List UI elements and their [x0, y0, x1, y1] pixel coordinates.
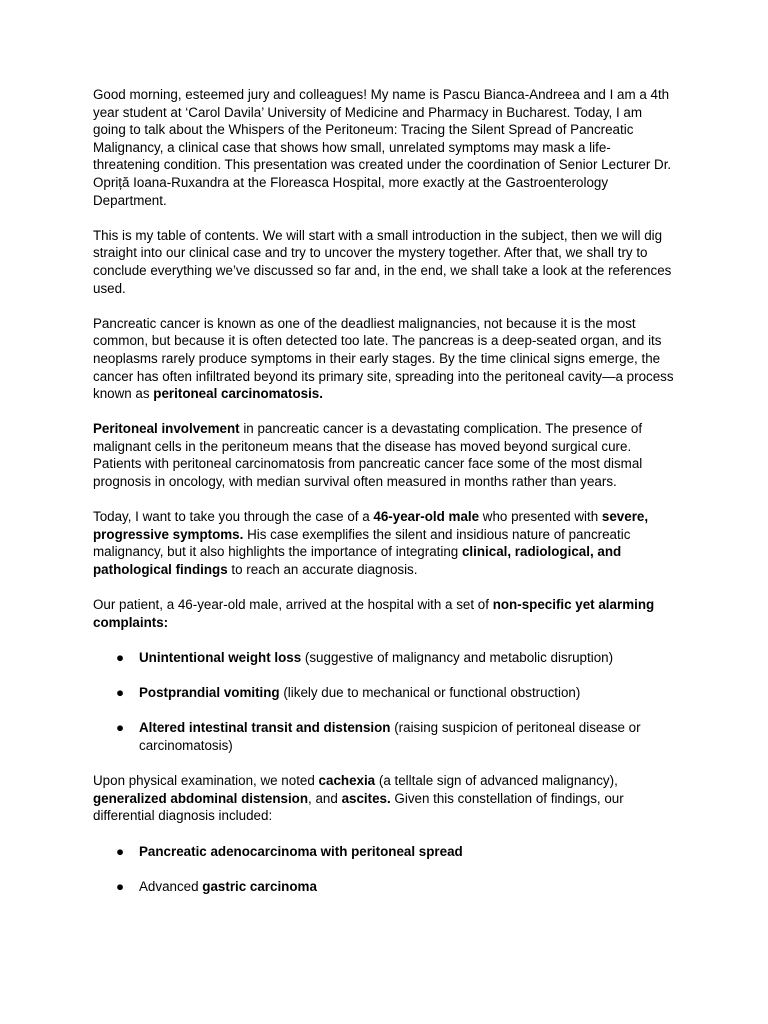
bullet-icon: ●: [116, 843, 125, 859]
symptom-bold: Altered intestinal transit and distension: [139, 720, 391, 736]
differential-diagnosis-list: [93, 843, 676, 896]
patient-complaints-bold: non-specific yet alarming complaints:: [93, 597, 655, 630]
case-intro-text-2: who presented with: [479, 509, 602, 525]
peritoneal-involvement-paragraph: [93, 420, 676, 490]
physical-exam-text-1: Upon physical examination, we noted: [93, 773, 319, 789]
diagnosis-bold: gastric carcinoma: [202, 878, 317, 894]
peritoneal-involvement-bold: Peritoneal involvement: [93, 421, 240, 437]
bullet-icon: ●: [116, 878, 125, 894]
case-intro-bold-2: severe, progressive symptoms.: [93, 509, 649, 542]
intro-text: Good morning, esteemed jury and colleagues! My name is Pascu Bianca-Andreea and I am a 4th year student at ‘Carol Davila’ University of Medicine and Pharmacy in Bucharest. Today, I am going to talk about the Whispers of the Peritoneum: Tracing the Silent Spread of Pancreatic Malignancy, a clinical case that shows how small, unrelated symptoms may mask a life-threatening condition. This presentation was created under the coordination of Senior Lecturer Dr. Opriță Ioana-Ruxandra at the Floreasca Hospital, more exactly at the Gastroenterology Department.: [93, 87, 672, 208]
bullet-icon: ●: [116, 685, 125, 701]
intro-paragraph: [93, 86, 676, 209]
case-intro-bold-3: clinical, radiological, and pathological findings: [93, 544, 622, 578]
physical-exam-bold-2: generalized abdominal distension: [93, 790, 309, 806]
bullet-icon: ●: [116, 720, 125, 736]
symptoms-list: [93, 649, 676, 755]
physical-exam-text-3: , and: [308, 790, 342, 806]
symptom-text: (raising suspicion of peritoneal disease or carcinomatosis): [139, 720, 641, 753]
pancreatic-cancer-text: Pancreatic cancer is known as one of the deadliest malignancies, not because it is the most common, but because it is often detected too late. The pancreas is a deep-seated organ, and its neoplasms rarely produce symptoms in their early stages. By the time clinical signs emerge, the cancer has often infiltrated beyond its primary site, spreading into the peritoneal cavity—a process known as: [93, 315, 674, 402]
toc-text: This is my table of contents. We will start with a small introduction in the subject, then we will dig straight into our clinical case and try to uncover the mystery together. After that, we shall try to conclude everything we’ve discussed so far and, in the end, we shall take a look at the references used.: [93, 227, 672, 296]
patient-complaints-paragraph: [93, 596, 676, 631]
symptom-text: (suggestive of malignancy and metabolic disruption): [301, 650, 614, 665]
symptom-bold: Unintentional weight loss: [139, 650, 302, 665]
list-item: [93, 843, 676, 861]
physical-exam-bold-1: cachexia: [318, 773, 376, 789]
diagnosis-text: Advanced: [139, 878, 203, 894]
list-item: [93, 684, 676, 702]
patient-complaints-text: Our patient, a 46-year-old male, arrived at the hospital with a set of: [93, 597, 493, 613]
case-intro-text-1: Today, I want to take you through the case of a: [93, 509, 374, 525]
physical-exam-bold-3: ascites.: [341, 790, 391, 806]
diagnosis-bold: Pancreatic adenocarcinoma with peritoneal spread: [139, 843, 463, 859]
list-item: [93, 719, 676, 754]
table-of-contents-paragraph: [93, 227, 676, 297]
symptom-bold: Postprandial vomiting: [139, 685, 280, 701]
physical-exam-paragraph: [93, 772, 676, 825]
list-item: [93, 878, 676, 896]
pancreatic-cancer-bold: peritoneal carcinomatosis.: [153, 386, 323, 402]
list-item: [93, 649, 676, 667]
pancreatic-cancer-paragraph: [93, 315, 676, 403]
peritoneal-involvement-text: in pancreatic cancer is a devastating complication. The presence of malignant cells in the peritoneum means that the disease has moved beyond surgical cure. Patients with peritoneal carcinomatosis from pancreatic cancer face some of the most dismal prognosis in oncology, with median survival often measured in months rather than years.: [93, 421, 643, 490]
case-intro-bold-1: 46-year-old male: [373, 509, 480, 525]
case-intro-text-4: to reach an accurate diagnosis.: [227, 562, 418, 578]
case-intro-text-3: His case exemplifies the silent and insidious nature of pancreatic malignancy, but it also highlights the importance of integrating: [93, 526, 631, 560]
physical-exam-text-2: (a telltale sign of advanced malignancy),: [375, 773, 618, 789]
case-intro-paragraph: [93, 508, 676, 578]
physical-exam-text-4: Given this constellation of findings, our differential diagnosis included:: [93, 790, 624, 824]
symptom-text: (likely due to mechanical or functional obstruction): [279, 685, 581, 701]
bullet-icon: ●: [116, 650, 125, 665]
